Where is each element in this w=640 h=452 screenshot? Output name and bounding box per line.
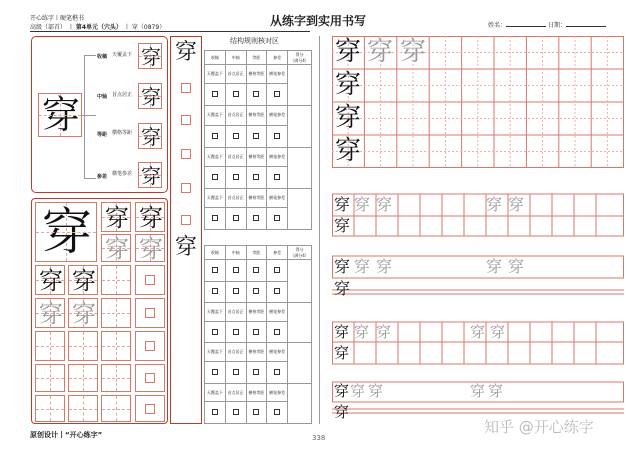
rule-desc-1: 天覆盖下 <box>112 52 133 58</box>
char-code: 穿（0879） <box>131 24 166 31</box>
rule-label-4: 参差 <box>97 174 108 180</box>
writing-rows: 穿 穿 穿 穿 穿 穿 穿 穿 穿 穿 穿 穿 穿 穿 穿 穿 穿 穿 穿 穿 穿 穿 穿 穿 <box>332 186 624 422</box>
example-cell-1: 穿 <box>138 43 162 69</box>
page-number: 338 <box>312 434 326 442</box>
rule-desc-2: 首点居正 <box>112 92 133 98</box>
rule-label-3: 等距 <box>97 132 108 138</box>
rules-title: 结构规则核对区 <box>230 37 279 45</box>
middle-strip: 穿 穿 <box>170 36 202 424</box>
series-label: 开心练字丨硬笔楷书 <box>30 15 85 22</box>
rule-desc-3: 横格等距 <box>112 130 133 136</box>
example-cell-4: 穿 <box>138 162 162 188</box>
date-field[interactable]: 日期： <box>548 20 606 29</box>
practice-grid-left: 穿 穿 穿 穿 穿 穿 穿 穿 穿 <box>31 198 168 424</box>
score-table-1: 收稿 中轴 等距 参差 得分 （满分4） 天覆盖下 首点居正 横格等距 横笔参差 天覆盖下 首点居正 横格等距 横笔参差 天覆盖下 首点居正 横格等距 横笔参差 天覆盖下 首点居正 横格等距 横笔参差 <box>204 50 312 230</box>
watermark: 知乎 @开心练字 <box>484 418 594 436</box>
example-cell-3: 穿 <box>138 123 162 149</box>
unit-label: 第4单元（穴头） <box>75 24 123 31</box>
name-field[interactable]: 姓名： <box>488 20 546 29</box>
structure-panel <box>31 36 168 193</box>
main-char-cell: 穿 <box>38 93 82 137</box>
score-table-2: 收稿 中轴 等距 参差 得分 （满分4） 天覆盖下 首点居正 横格等距 横笔参差 天覆盖下 首点居正 横格等距 横笔参差 天覆盖下 首点居正 横格等距 横笔参差 <box>204 245 312 424</box>
example-cell-2: 穿 <box>138 83 162 109</box>
page-title: 从练字到实用书写 <box>270 14 367 28</box>
level-label: 高级（部首） <box>30 24 67 31</box>
footer-design: 原创设计丨“开心练字” <box>30 431 103 439</box>
breadcrumb: 高级（部首） 丨 第4单元（穴头） 丨 穿（0879） <box>30 24 166 31</box>
rule-label-2: 中轴 <box>97 94 108 100</box>
practice-grid-right-top: 穿 穿 穿 穿 穿 穿 <box>332 36 624 168</box>
rule-desc-4: 横笔参差 <box>112 171 133 177</box>
rule-label-1: 收稿 <box>97 54 108 60</box>
